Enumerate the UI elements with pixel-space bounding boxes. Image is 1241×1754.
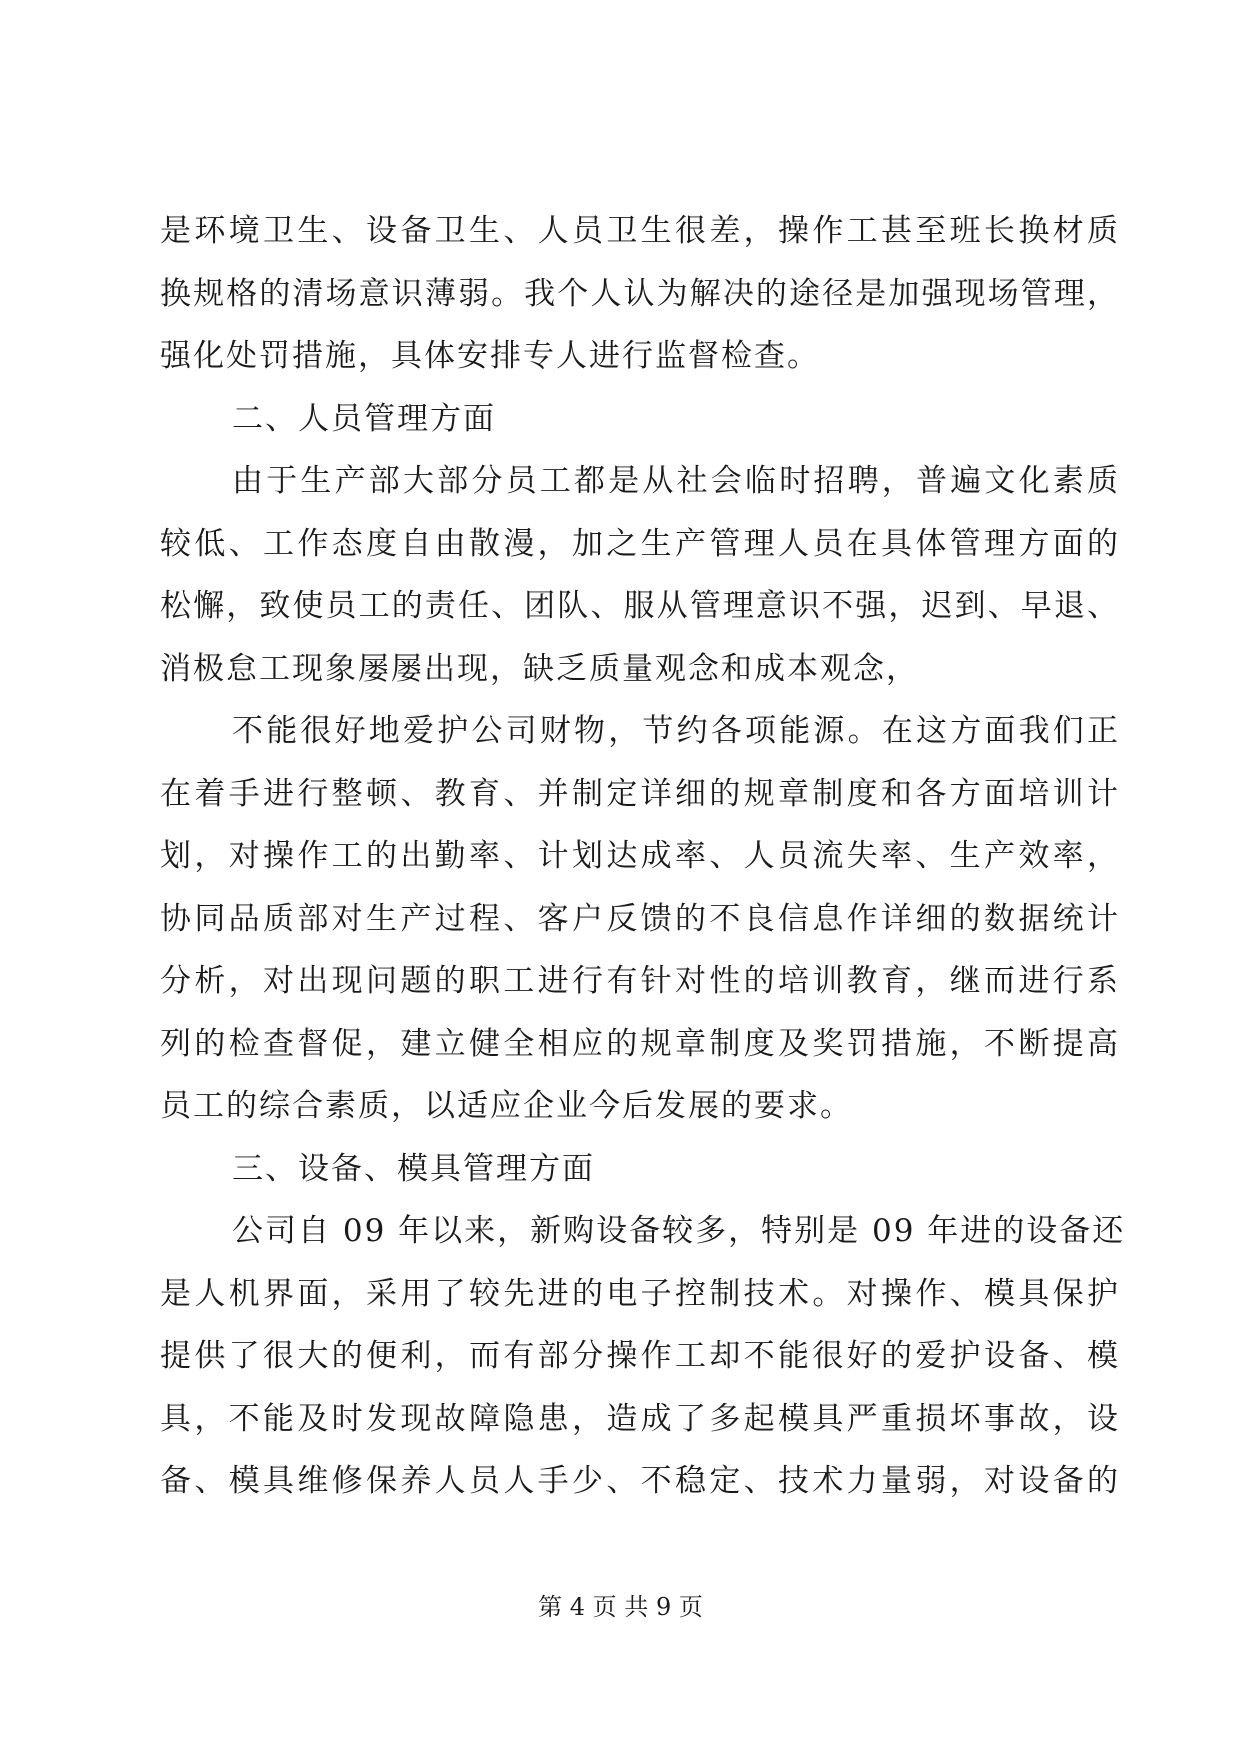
text-line: 公司自 09 年以来，新购设备较多，特别是 09 年进的设备还: [232, 1213, 1126, 1249]
text-line: 列的检查督促，建立健全相应的规章制度及奖罚措施，不断提高: [160, 1025, 1120, 1062]
text-line: 较低、工作态度自由散漫，加之生产管理人员在具体管理方面的: [160, 525, 1120, 562]
section-heading: 二、人员管理方面: [232, 400, 496, 437]
document-body: [160, 200, 1126, 1513]
text-line: 消极怠工现象屡屡出现，缺乏质量观念和成本观念，: [160, 650, 919, 687]
text-line: 由于生产部大部分员工都是从社会临时招聘，普遍文化素质: [232, 463, 1120, 499]
section-heading: 三、设备、模具管理方面: [232, 1150, 595, 1187]
text-line: 分析，对出现问题的职工进行有针对性的培训教育，继而进行系: [160, 963, 1120, 999]
text-line: 松懈，致使员工的责任、团队、服从管理意识不强，迟到、早退、: [160, 588, 1120, 624]
text-line: 是人机界面，采用了较先进的电子控制技术。对操作、模具保护: [160, 1275, 1120, 1312]
text-line: 是环境卫生、设备卫生、人员卫生很差，操作工甚至班长换材质: [160, 213, 1120, 249]
text-line: 在着手进行整顿、教育、并制定详细的规章制度和各方面培训计: [160, 775, 1120, 812]
text-line: 强化处罚措施，具体安排专人进行监督检查。: [160, 338, 820, 374]
text-line: 划，对操作工的出勤率、计划达成率、人员流失率、生产效率，: [160, 838, 1120, 874]
page-number-footer: 第 4 页 共 9 页: [538, 1593, 703, 1621]
text-line: 备、模具维修保养人员人手少、不稳定、技术力量弱，对设备的: [160, 1463, 1120, 1499]
text-line: 具，不能及时发现故障隐患，造成了多起模具严重损坏事故，设: [160, 1400, 1120, 1437]
text-line: 员工的综合素质，以适应企业今后发展的要求。: [160, 1088, 853, 1124]
text-line: 换规格的清场意识薄弱。我个人认为解决的途径是加强现场管理，: [160, 275, 1120, 312]
text-line: 不能很好地爱护公司财物，节约各项能源。在这方面我们正: [232, 713, 1120, 749]
text-line: 协同品质部对生产过程、客户反馈的不良信息作详细的数据统计: [160, 900, 1120, 937]
text-line: 提供了很大的便利，而有部分操作工却不能很好的爱护设备、模: [160, 1338, 1120, 1374]
